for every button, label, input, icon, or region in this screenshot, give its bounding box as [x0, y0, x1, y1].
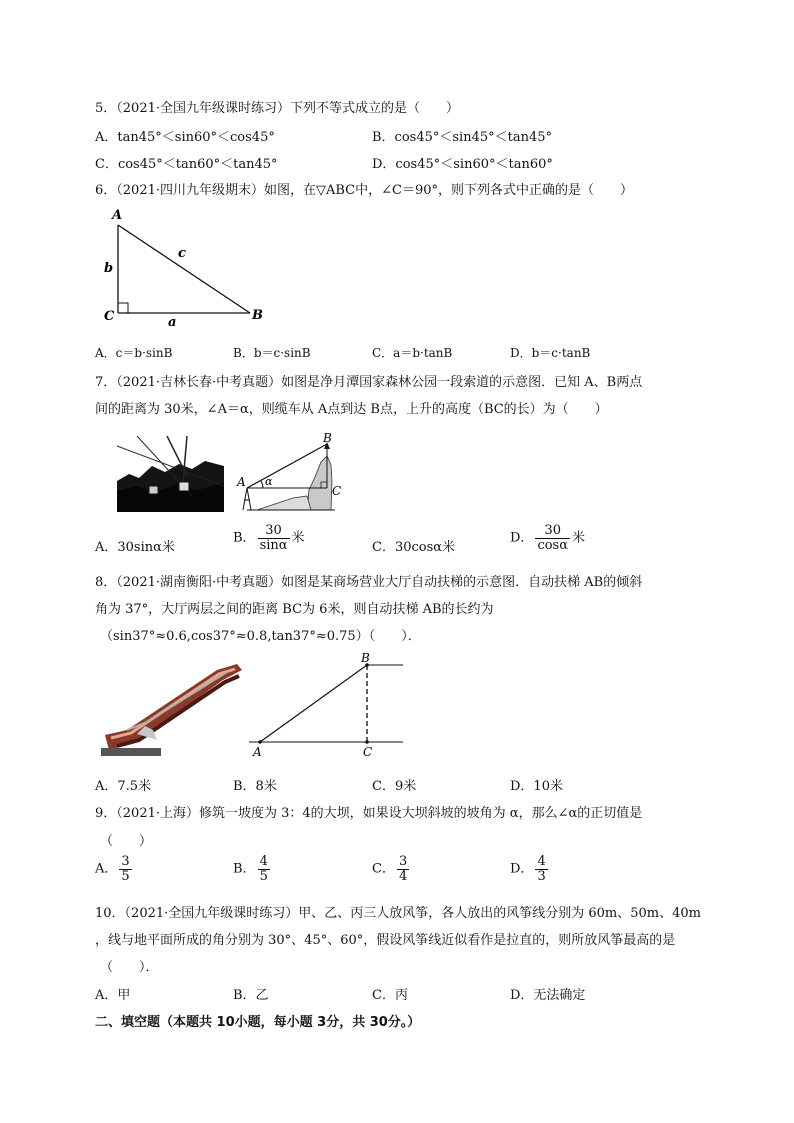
q9-stem-line1: 9．（2021·上海）修筑一坡度为 3：4的大坝，如果设大坝斜坡的坡角为 α，那么∠α的正切值是: [95, 806, 643, 821]
q7-label-alpha: α: [265, 475, 273, 488]
q6-label-a: A: [112, 208, 123, 223]
q8-option-d: D．10米: [510, 779, 563, 794]
q7-cable-car-photo: [117, 436, 224, 512]
q10-option-c: C．丙: [372, 988, 408, 1003]
q7-cable-diagram: [235, 432, 347, 514]
section-heading-fill-in: 二、填空题（本题共 10小题，每小题 3分，共 30分。）: [95, 1015, 421, 1030]
q5-option-c: C．cos45°＜tan60°＜tan45°: [95, 157, 278, 172]
q7-option-d: D． $\frac{30}{\cos\alpha}$ 米: [510, 523, 586, 553]
q5-option-d: D．cos45°＜sin60°＜tan60°: [372, 157, 553, 172]
q8-escalator-photo: [97, 660, 247, 760]
q8-option-a: A．7.5米: [95, 779, 152, 794]
q7-option-a: A．30sinα米: [95, 540, 175, 555]
q7-option-b: B． $\frac{30}{\sin\alpha}$ 米: [233, 523, 305, 553]
q8-option-c: C．9米: [372, 779, 417, 794]
q8-stem-line2: 角为 37°，大厅两层之间的距离 BC为 6米，则自动扶梯 AB的长约为: [95, 602, 494, 617]
q8-stem-line3: （sin37°≈0.6,cos37°≈0.8,tan37°≈0.75）（ ）．: [100, 629, 421, 644]
q9-stem-line2: （ ）: [100, 834, 153, 849]
q8-option-b: B．8米: [233, 779, 277, 794]
q8-label-c: C: [363, 745, 373, 759]
q6-stem: 6．（2021·四川九年级期末）如图，在▽ABC中，∠C＝90°，则下列各式中正确的是（ ）: [95, 183, 633, 198]
q7-label-b: B: [323, 432, 332, 445]
q6-label-side-b: b: [104, 261, 114, 276]
q10-stem-line2: ，线与地平面所成的角分别为 30°、45°、60°，假设风筝线近似看作是拉直的，则所放风筝最高的是: [95, 933, 676, 948]
q7-stem-line1: 7．（2021·吉林长春·中考真题）如图是净月潭国家森林公园一段索道的示意图．已知 A、B两点: [95, 375, 643, 390]
q6-option-d: D．b＝c·tanB: [510, 346, 591, 360]
q9-option-a: A． $\frac{3}{5}$: [95, 854, 130, 884]
q6-label-side-a: a: [168, 315, 177, 330]
q10-stem-line1: 10．（2021·全国九年级课时练习）甲、乙、丙三人放风筝，各人放出的风筝线分别为 60m、50m、40m: [95, 906, 701, 921]
q7-option-c: C．30cosα米: [372, 540, 456, 555]
q8-escalator-diagram: [245, 650, 410, 760]
q6-option-c: C．a＝b·tanB: [372, 346, 453, 360]
q10-stem-line3: （ ）．: [100, 960, 159, 975]
q7-stem-line2: 间的距离为 30米，∠A＝α，则缆车从 A点到达 B点，上升的高度（BC的长）为（ ）: [95, 402, 608, 417]
q6-option-b: B．b＝c·sinB: [233, 346, 311, 360]
q9-option-d: D． $\frac{4}{3}$: [510, 854, 546, 884]
q10-option-a: A．甲: [95, 988, 131, 1003]
q6-label-b: B: [252, 308, 263, 323]
q5-option-a: A．tan45°＜sin60°＜cos45°: [95, 130, 275, 145]
q7-label-a: A: [237, 475, 246, 489]
q8-label-a: A: [253, 745, 262, 759]
q8-stem-line1: 8．（2021·湖南衡阳·中考真题）如图是某商场营业大厅自动扶梯的示意图．自动扶梯 AB的倾斜: [95, 575, 643, 590]
q5-stem: 5．（2021·全国九年级课时练习）下列不等式成立的是（ ）: [95, 101, 459, 116]
q7-label-c: C: [332, 484, 342, 498]
q9-option-c: C． $\frac{3}{4}$: [372, 854, 408, 884]
q5-option-b: B．cos45°＜sin45°＜tan45°: [372, 130, 553, 145]
q8-label-b: B: [361, 651, 370, 665]
q9-option-b: B． $\frac{4}{5}$: [233, 854, 268, 884]
q6-label-c: C: [104, 309, 115, 324]
q6-triangle-figure: [100, 205, 270, 330]
q10-option-b: B．乙: [233, 988, 269, 1003]
q6-label-side-c: c: [178, 246, 186, 261]
q6-option-a: A．c＝b·sinB: [95, 346, 173, 360]
q10-option-d: D．无法确定: [510, 988, 586, 1003]
